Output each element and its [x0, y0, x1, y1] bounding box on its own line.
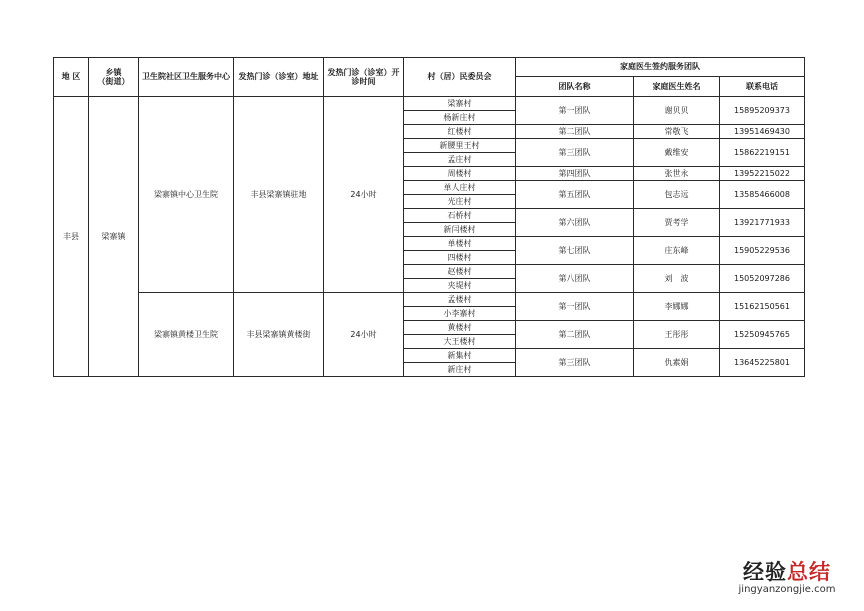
village-cell: 夹堤村 [404, 279, 516, 293]
village-cell: 赵楼村 [404, 265, 516, 279]
region-cell: 丰县 [54, 97, 89, 377]
watermark-brand-prefix: 经验 [743, 560, 787, 584]
doctor-name-cell: 刘 波 [634, 265, 720, 293]
header-team-group: 家庭医生签约服务团队 [516, 58, 805, 77]
team-name-cell: 第二团队 [516, 125, 634, 139]
header-fever-hours: 发热门诊（诊室）开诊时间 [324, 58, 404, 97]
phone-cell: 13585466008 [720, 181, 805, 209]
phone-cell: 13921771933 [720, 209, 805, 237]
town-cell: 梁寨镇 [89, 97, 139, 377]
clinic-name-cell: 梁寨镇中心卫生院 [139, 97, 234, 293]
table-body [54, 97, 805, 377]
phone-cell: 15052097286 [720, 265, 805, 293]
site-watermark [722, 560, 852, 596]
team-name-cell: 第二团队 [516, 321, 634, 349]
village-cell: 新庄村 [404, 363, 516, 377]
doctor-name-cell: 庄东峰 [634, 237, 720, 265]
doctor-name-cell: 张世永 [634, 167, 720, 181]
village-cell: 黄楼村 [404, 321, 516, 335]
header-region: 地 区 [54, 58, 89, 97]
team-name-cell: 第五团队 [516, 181, 634, 209]
village-cell: 梁寨村 [404, 97, 516, 111]
doctor-team-table [53, 57, 805, 377]
watermark-brand [722, 560, 852, 584]
team-name-cell: 第八团队 [516, 265, 634, 293]
team-name-cell: 第一团队 [516, 97, 634, 125]
phone-cell: 15162150561 [720, 293, 805, 321]
phone-cell: 15905229536 [720, 237, 805, 265]
phone-cell: 13951469430 [720, 125, 805, 139]
village-cell: 大王楼村 [404, 335, 516, 349]
team-name-cell: 第四团队 [516, 167, 634, 181]
table-row [54, 293, 805, 307]
header-team-name: 团队名称 [516, 77, 634, 97]
village-cell: 新集村 [404, 349, 516, 363]
village-cell: 周楼村 [404, 167, 516, 181]
header-phone: 联系电话 [720, 77, 805, 97]
header-clinic: 卫生院社区卫生服务中心 [139, 58, 234, 97]
doctor-name-cell: 贾考学 [634, 209, 720, 237]
fever-hours-cell: 24小时 [324, 97, 404, 293]
fever-hours-cell: 24小时 [324, 293, 404, 377]
phone-cell: 13952215022 [720, 167, 805, 181]
team-name-cell: 第一团队 [516, 293, 634, 321]
table-header [54, 58, 805, 97]
doctor-name-cell: 常敬飞 [634, 125, 720, 139]
doctor-name-cell: 戴维安 [634, 139, 720, 167]
header-doctor-name: 家庭医生姓名 [634, 77, 720, 97]
watermark-brand-accent: 总结 [787, 560, 831, 584]
village-cell: 四楼村 [404, 251, 516, 265]
village-cell: 小李寨村 [404, 307, 516, 321]
village-cell: 红楼村 [404, 125, 516, 139]
phone-cell: 13645225801 [720, 349, 805, 377]
team-name-cell: 第三团队 [516, 139, 634, 167]
table-row [54, 97, 805, 111]
village-cell: 孟庄村 [404, 153, 516, 167]
watermark-url: jingyanzongjie.com [738, 584, 836, 595]
team-name-cell: 第六团队 [516, 209, 634, 237]
team-name-cell: 第七团队 [516, 237, 634, 265]
team-name-cell: 第三团队 [516, 349, 634, 377]
clinic-name-cell: 梁寨镇黄楼卫生院 [139, 293, 234, 377]
village-cell: 光庄村 [404, 195, 516, 209]
village-cell: 新腰里王村 [404, 139, 516, 153]
phone-cell: 15250945765 [720, 321, 805, 349]
doctor-name-cell: 谢贝贝 [634, 97, 720, 125]
doctor-name-cell: 包志远 [634, 181, 720, 209]
fever-address-cell: 丰县梁寨镇黄楼街 [234, 293, 324, 377]
phone-cell: 15862219151 [720, 139, 805, 167]
village-cell: 新闫楼村 [404, 223, 516, 237]
doctor-name-cell: 王彤彤 [634, 321, 720, 349]
header-town: 乡镇 （街道） [89, 58, 139, 97]
village-cell: 单人庄村 [404, 181, 516, 195]
header-village: 村（居）民委员会 [404, 58, 516, 97]
village-cell: 单楼村 [404, 237, 516, 251]
village-cell: 孟楼村 [404, 293, 516, 307]
phone-cell: 15895209373 [720, 97, 805, 125]
header-fever-address: 发热门诊（诊室）地址 [234, 58, 324, 97]
village-cell: 杨新庄村 [404, 111, 516, 125]
doctor-name-cell: 仇素娟 [634, 349, 720, 377]
doctor-name-cell: 李娜娜 [634, 293, 720, 321]
fever-address-cell: 丰县梁寨镇驻地 [234, 97, 324, 293]
village-cell: 石桥村 [404, 209, 516, 223]
